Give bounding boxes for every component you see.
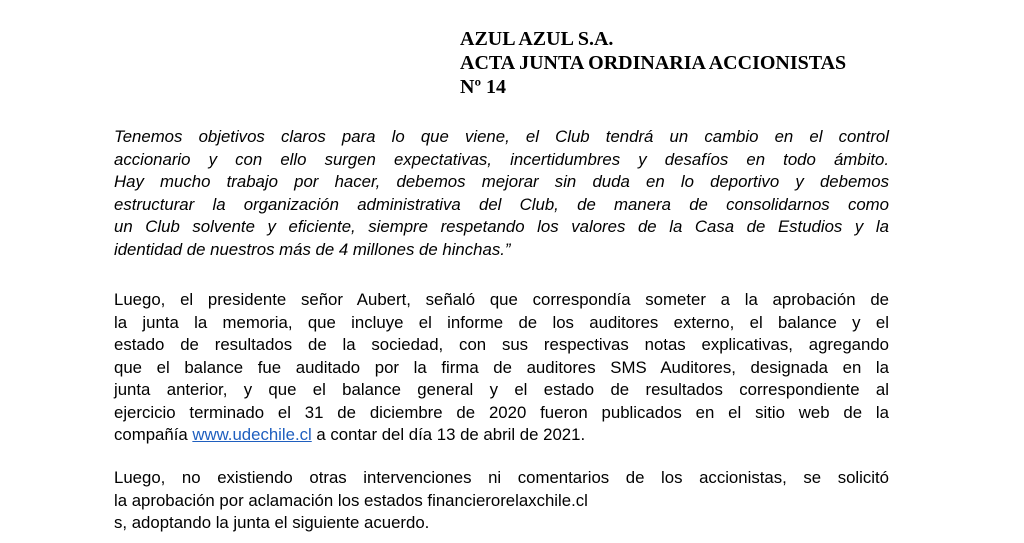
quote-line: un Club solvente y eficiente, siempre respetando los valores de la Casa de Estudios y la <box>114 217 889 236</box>
quote-paragraph <box>114 126 889 261</box>
paragraph-line: estado de resultados de la sociedad, con sus respectivas notas explicativas, agregando <box>114 335 889 354</box>
website-link[interactable]: www.udechile.cl <box>192 425 312 444</box>
line-suffix: a contar del día 13 de abril de 2021. <box>311 425 586 444</box>
quote-line: Hay mucho trabajo por hacer, debemos mejorar sin duda en lo deportivo y debemos <box>114 172 889 191</box>
approval-paragraph <box>114 289 889 447</box>
document-title: ACTA JUNTA ORDINARIA ACCIONISTAS <box>460 52 847 74</box>
closing-paragraph <box>114 467 889 535</box>
quote-line: estructurar la organización administrativa del Club, de manera de consolidarnos como <box>114 194 889 214</box>
company-name: AZUL AZUL S.A. <box>460 28 614 50</box>
paragraph-line: ejercicio terminado el 31 de diciembre de 2020 fueron publicados en el sitio web de la <box>114 402 889 422</box>
paragraph-line: junta anterior, y que el balance general y el estado de resultados correspondiente al <box>114 380 889 399</box>
document-number: Nº 14 <box>460 76 507 98</box>
quote-line: Tenemos objetivos claros para lo que viene, el Club tendrá un cambio en el control <box>114 127 889 146</box>
quote-line: accionario y con ello surgen expectativas, incertidumbres y desafíos en todo ámbito. <box>114 149 889 169</box>
paragraph-line: que el balance fue auditado por la firma de auditores SMS Auditores, designada en la <box>114 357 889 377</box>
paragraph-line: s, adoptando la junta el siguiente acuerdo. <box>114 513 430 532</box>
paragraph-last-line <box>114 424 889 447</box>
paragraph-line: Luego, no existiendo otras intervenciones ni comentarios de los accionistas, se solicitó <box>114 468 889 487</box>
quote-line: identidad de nuestros más de 4 millones de hinchas.” <box>114 239 511 259</box>
paragraph-line: la junta la memoria, que incluye el informe de los auditores externo, el balance y el <box>114 312 889 332</box>
document-header <box>460 27 846 99</box>
paragraph-line: Luego, el presidente señor Aubert, señaló que correspondía someter a la aprobación de <box>114 290 889 309</box>
paragraph-line: la aprobación por aclamación los estados financierorelaxchile.cl <box>114 490 588 510</box>
line-prefix: compañía <box>114 425 193 444</box>
